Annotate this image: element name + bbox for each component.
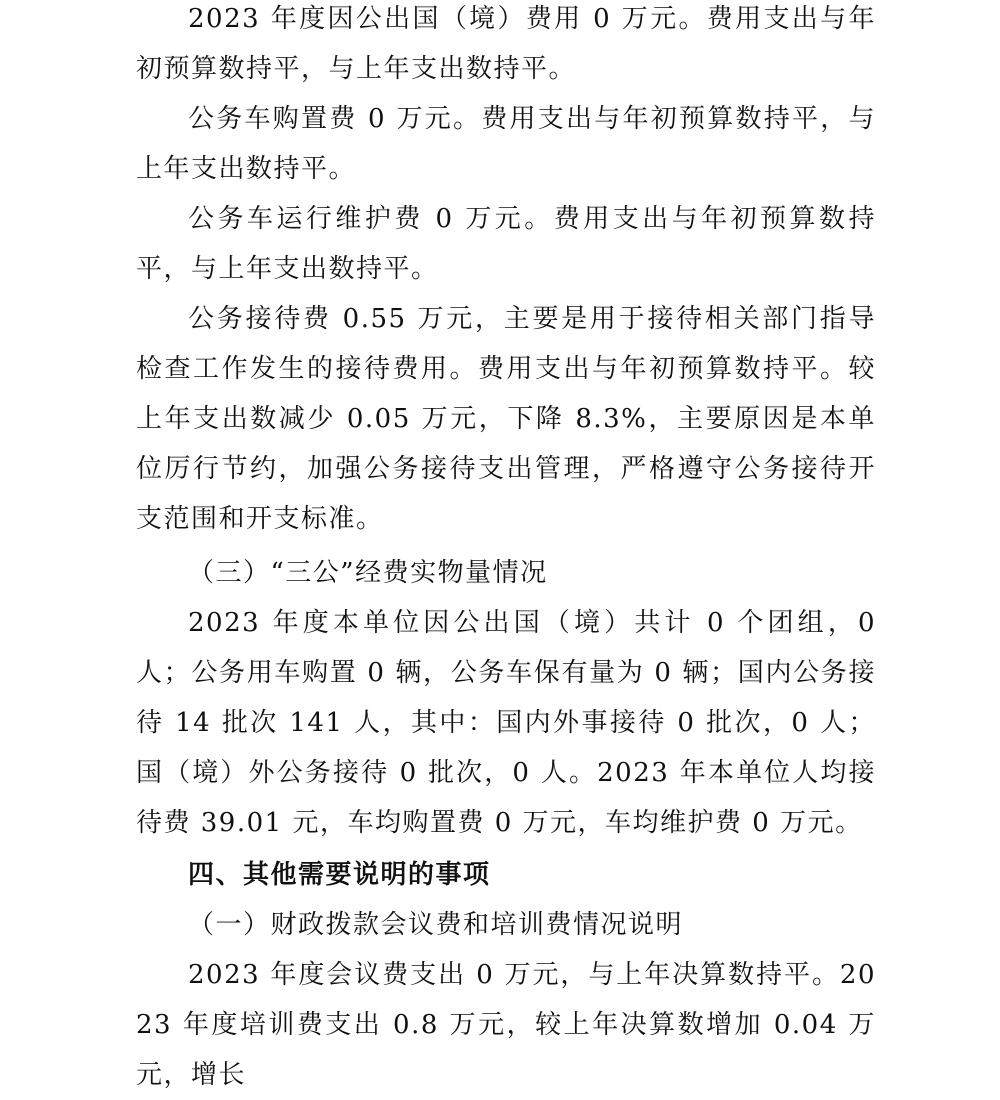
heading-physical-quantity: （三）“三公”经费实物量情况 — [188, 558, 548, 588]
heading-section-four: 四、其他需要说明的事项 — [188, 860, 491, 890]
paragraph-physical-quantity: 2023 年度本单位因公出国（境）共计 0 个团组，0 人；公务用车购置 0 辆，公务车保有量为 0 辆；国内公务接待 14 批次 141 人，其中：国内外事接待 0 批次，0 人；国（境）外公务接待 0 批次，0 人。2023 年本单位人均接待费 39.01 元，车均购置费 0 万元，车均维护费 0 万元。 — [136, 608, 876, 838]
paragraph-reception: 公务接待费 0.55 万元，主要是用于接待相关部门指导检查工作发生的接待费用。费用支出与年初预算数持平。较上年支出数减少 0.05 万元，下降 8.3%，主要原因是本单位厉行节约，加强公务接待支出管理，严格遵守公务接待开支范围和开支标准。 — [136, 304, 876, 534]
paragraph-vehicle-maintenance: 公务车运行维护费 0 万元。费用支出与年初预算数持平，与上年支出数持平。 — [136, 204, 876, 284]
paragraph-vehicle-purchase: 公务车购置费 0 万元。费用支出与年初预算数持平，与上年支出数持平。 — [136, 104, 876, 184]
heading-meeting-training: （一）财政拨款会议费和培训费情况说明 — [188, 910, 684, 940]
paragraph-meeting-training: 2023 年度会议费支出 0 万元，与上年决算数持平。2023 年度培训费支出 0.8 万元，较上年决算数增加 0.04 万元，增长 — [136, 960, 876, 1090]
paragraph-overseas-travel: 2023 年度因公出国（境）费用 0 万元。费用支出与年初预算数持平，与上年支出数持平。 — [136, 4, 876, 84]
